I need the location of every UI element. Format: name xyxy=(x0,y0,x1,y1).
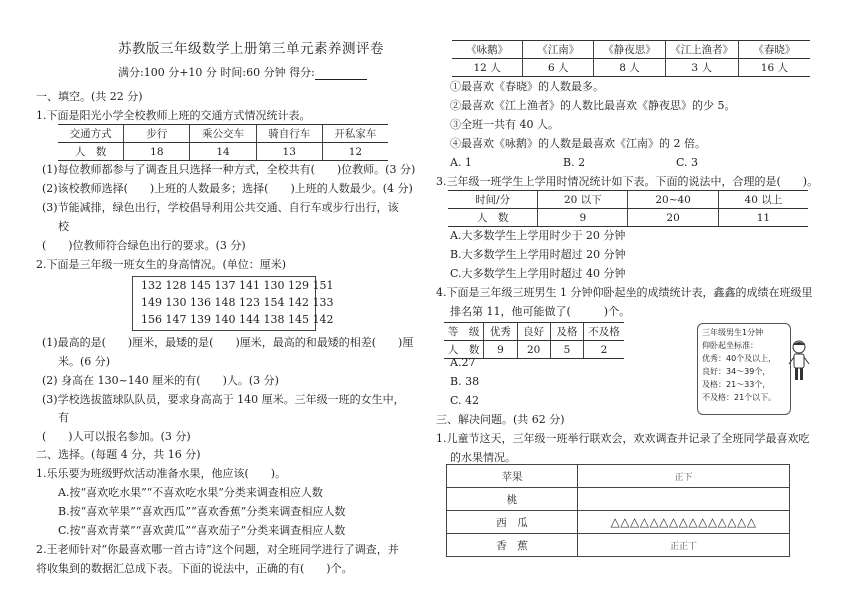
note-line: 良好：34～39个， xyxy=(702,367,771,376)
s2-q3-option-b[interactable]: B.大多数学生上学用时超过 20 分钟 xyxy=(450,248,626,261)
s1-q2-part3-cont: 有 xyxy=(58,411,69,424)
table-cell: 18 xyxy=(124,143,190,161)
heights-box xyxy=(132,276,334,331)
s1-q2-part1-cont: 米。(6 分) xyxy=(58,355,111,368)
situp-standard-note xyxy=(697,323,791,415)
section-1-heading: 一、填空。(共 22 分) xyxy=(36,90,143,103)
s1-q2-part3: (3)学校选拔篮球队队员，要求身高高于 140 厘米。三年级一班的女生中， xyxy=(42,393,405,406)
s1-q2-part2: (2) 身高在 130~140 厘米的有( )人。(3 分) xyxy=(42,374,279,387)
s2-q1-option-c[interactable]: C.按“喜欢青菜”“喜欢黄瓜”“喜欢茄子”分类来调查相应人数 xyxy=(58,524,346,537)
heights-row: 156 147 139 140 144 138 145 142 xyxy=(141,313,334,326)
table-row xyxy=(452,59,810,77)
table-cell: 20 xyxy=(628,209,718,227)
s2-q3-option-c[interactable]: C.大多数学生上学用时超过 40 分钟 xyxy=(450,267,626,280)
s2-q4-option-b[interactable]: B. 38 xyxy=(450,375,480,388)
tally-mark: 正正丅 xyxy=(578,534,790,557)
s2-q1-option-b[interactable]: B.按“喜欢苹果”“喜欢西瓜”“喜欢香蕉”分类来调查相应人数 xyxy=(58,505,346,518)
s1-q2-part1: (1)最高的是( )厘米，最矮的是( )厘米，最高的和最矮的相差( )厘 xyxy=(42,336,414,349)
table-header-cell: 40 以上 xyxy=(718,191,808,209)
s1-q1-part3-cont: 校 xyxy=(58,220,69,233)
s2-q4-option-c[interactable]: C. 42 xyxy=(450,394,480,407)
table-row xyxy=(452,41,810,59)
s2-q2-statement-4: ④最喜欢《咏鹅》的人数是最喜欢《江南》的 2 倍。 xyxy=(450,137,706,150)
fruit-name: 苹果 xyxy=(447,465,578,488)
child-figure-icon xyxy=(787,338,811,384)
table-header-cell: 骑自行车 xyxy=(256,125,322,143)
s2-q2-stem-1: 2.王老师针对“你最喜欢哪一首古诗”这个问题，对全班同学进行了调查，并 xyxy=(36,543,399,556)
table-header-cell: 良好 xyxy=(517,323,550,341)
section-2-heading: 二、选择。(每题 4 分，共 16 分) xyxy=(36,448,201,461)
s2-q1-option-a[interactable]: A.按“喜欢吃水果”“不喜欢吃水果”分类来调查相应人数 xyxy=(58,486,323,499)
s2-q4-option-a[interactable]: A.27 xyxy=(450,356,476,369)
situp-table xyxy=(444,322,624,359)
table-header-cell: 《江上渔者》 xyxy=(665,41,738,59)
table-row xyxy=(448,191,808,209)
table-header-cell: 《咏鹅》 xyxy=(452,41,523,59)
table-header-cell: 步行 xyxy=(124,125,190,143)
fruit-name: 西 瓜 xyxy=(447,511,578,534)
tally-mark xyxy=(578,488,790,511)
table-row-label: 人 数 xyxy=(444,341,484,359)
table-cell: 5 xyxy=(550,341,583,359)
table-row xyxy=(444,323,624,341)
s1-q1-part1: (1)每位教师都参与了调查且只选择一种方式，全校共有( )位教师。(3 分) xyxy=(42,163,416,176)
heights-row: 149 130 136 148 123 154 142 133 xyxy=(141,296,334,309)
table-row xyxy=(58,143,388,161)
table-header-cell: 乘公交车 xyxy=(190,125,256,143)
s3-q1-stem-2: 的水果情况。 xyxy=(450,451,516,464)
s1-q1-part3: (3)节能减排，绿色出行，学校倡导利用公共交通、自行车或步行出行，该 xyxy=(42,201,399,214)
note-line: 仰卧起坐标准： xyxy=(702,341,758,350)
heights-row: 132 128 145 137 141 130 129 151 xyxy=(141,279,334,292)
s2-q2-statement-3: ③全班一共有 40 人。 xyxy=(450,118,559,131)
s2-q1-stem: 1.乐乐要为班级野炊活动准备水果，他应该( )。 xyxy=(36,467,287,480)
table-cell: 3 人 xyxy=(665,59,738,77)
s1-q2-part3-blank: ( )人可以报名参加。(3 分) xyxy=(42,430,191,443)
s2-q2-option-b[interactable]: B. 2 xyxy=(563,156,586,169)
exam-meta: 满分:100 分+10 分 时间:60 分钟 得分: xyxy=(118,66,367,80)
table-cell: 12 xyxy=(322,143,388,161)
section-3-heading: 三、解决问题。(共 62 分) xyxy=(436,413,565,426)
table-cell: 12 人 xyxy=(452,59,523,77)
table-row xyxy=(447,488,790,511)
commute-table xyxy=(448,190,808,227)
s1-q1-part2: (2)该校教师选择( )上班的人数最多；选择( )上班的人数最少。(4 分) xyxy=(42,182,413,195)
note-line: 三年级男生1分钟 xyxy=(702,328,764,337)
note-line: 不及格：21个以下。 xyxy=(702,393,777,402)
table-header-cell: 交通方式 xyxy=(58,125,124,143)
s2-q3-stem: 3.三年级一班学生上学用时情况统计如下表。下面的说法中，合理的是( )。 xyxy=(436,175,819,188)
table-row xyxy=(58,125,388,143)
s2-q4-stem-2: 排名第 11，他可能做了( )个。 xyxy=(450,305,631,318)
transport-table xyxy=(58,124,388,161)
table-cell: 9 xyxy=(538,209,628,227)
s2-q2-option-c[interactable]: C. 3 xyxy=(676,156,699,169)
note-line: 优秀：40个及以上， xyxy=(702,354,777,363)
table-header-cell: 及格 xyxy=(550,323,583,341)
s1-q1-part3-blank: ( )位教师符合绿色出行的要求。(3 分) xyxy=(42,239,246,252)
table-cell: 16 人 xyxy=(738,59,810,77)
page-title: 苏教版三年级数学上册第三单元素养测评卷 xyxy=(118,41,384,57)
poem-table xyxy=(452,40,810,77)
table-header-cell: 优秀 xyxy=(484,323,517,341)
table-cell: 2 xyxy=(584,341,624,359)
s2-q4-stem-1: 4.下面是三年级三班男生 1 分钟仰卧起坐的成绩统计表，鑫鑫的成绩在班级里 xyxy=(436,286,813,299)
table-cell: 20 xyxy=(517,341,550,359)
table-cell: 11 xyxy=(718,209,808,227)
table-header-cell: 20 以下 xyxy=(538,191,628,209)
score-blank[interactable] xyxy=(315,68,367,80)
table-row xyxy=(447,465,790,488)
s2-q2-stem-2: 将收集到的数据汇总成下表。下面的说法中，正确的有( )个。 xyxy=(36,562,353,575)
fruit-name: 桃 xyxy=(447,488,578,511)
table-row xyxy=(447,511,790,534)
table-header-cell: 时间/分 xyxy=(448,191,538,209)
fruit-tally-table xyxy=(446,464,790,557)
tally-mark: 正下 xyxy=(578,465,790,488)
table-cell: 6 人 xyxy=(523,59,594,77)
s2-q2-option-a[interactable]: A. 1 xyxy=(450,156,472,169)
table-header-cell: 开私家车 xyxy=(322,125,388,143)
table-cell: 13 xyxy=(256,143,322,161)
table-cell: 9 xyxy=(484,341,517,359)
s1-q2-stem: 2.下面是三年级一班女生的身高情况。(单位：厘米) xyxy=(36,258,287,271)
s3-q1-stem-1: 1.儿童节这天，三年级一班举行联欢会，欢欢调查并记录了全班同学最喜欢吃 xyxy=(436,432,810,445)
note-line: 及格：21～33个， xyxy=(702,380,771,389)
table-header-cell: 《春晓》 xyxy=(738,41,810,59)
table-header-cell: 等 级 xyxy=(444,323,484,341)
table-row xyxy=(448,209,808,227)
table-header-cell: 不及格 xyxy=(584,323,624,341)
fruit-name: 香 蕉 xyxy=(447,534,578,557)
table-header-cell: 《静夜思》 xyxy=(594,41,665,59)
s2-q2-statement-2: ②最喜欢《江上渔者》的人数比最喜欢《静夜思》的少 5。 xyxy=(450,99,736,112)
table-row xyxy=(447,534,790,557)
s2-q3-option-a[interactable]: A.大多数学生上学用时少于 20 分钟 xyxy=(450,229,626,242)
table-header-cell: 《江南》 xyxy=(523,41,594,59)
s1-q1-stem: 1.下面是阳光小学全校教师上班的交通方式情况统计表。 xyxy=(36,109,311,122)
s2-q2-statement-1: ①最喜欢《春晓》的人数最多。 xyxy=(450,80,604,93)
table-row-label: 人 数 xyxy=(448,209,538,227)
table-cell: 14 xyxy=(190,143,256,161)
table-row-label: 人 数 xyxy=(58,143,124,161)
tally-mark: △△△△△△△△△△△△△△△ xyxy=(578,511,790,534)
table-header-cell: 20~40 xyxy=(628,191,718,209)
table-cell: 8 人 xyxy=(594,59,665,77)
